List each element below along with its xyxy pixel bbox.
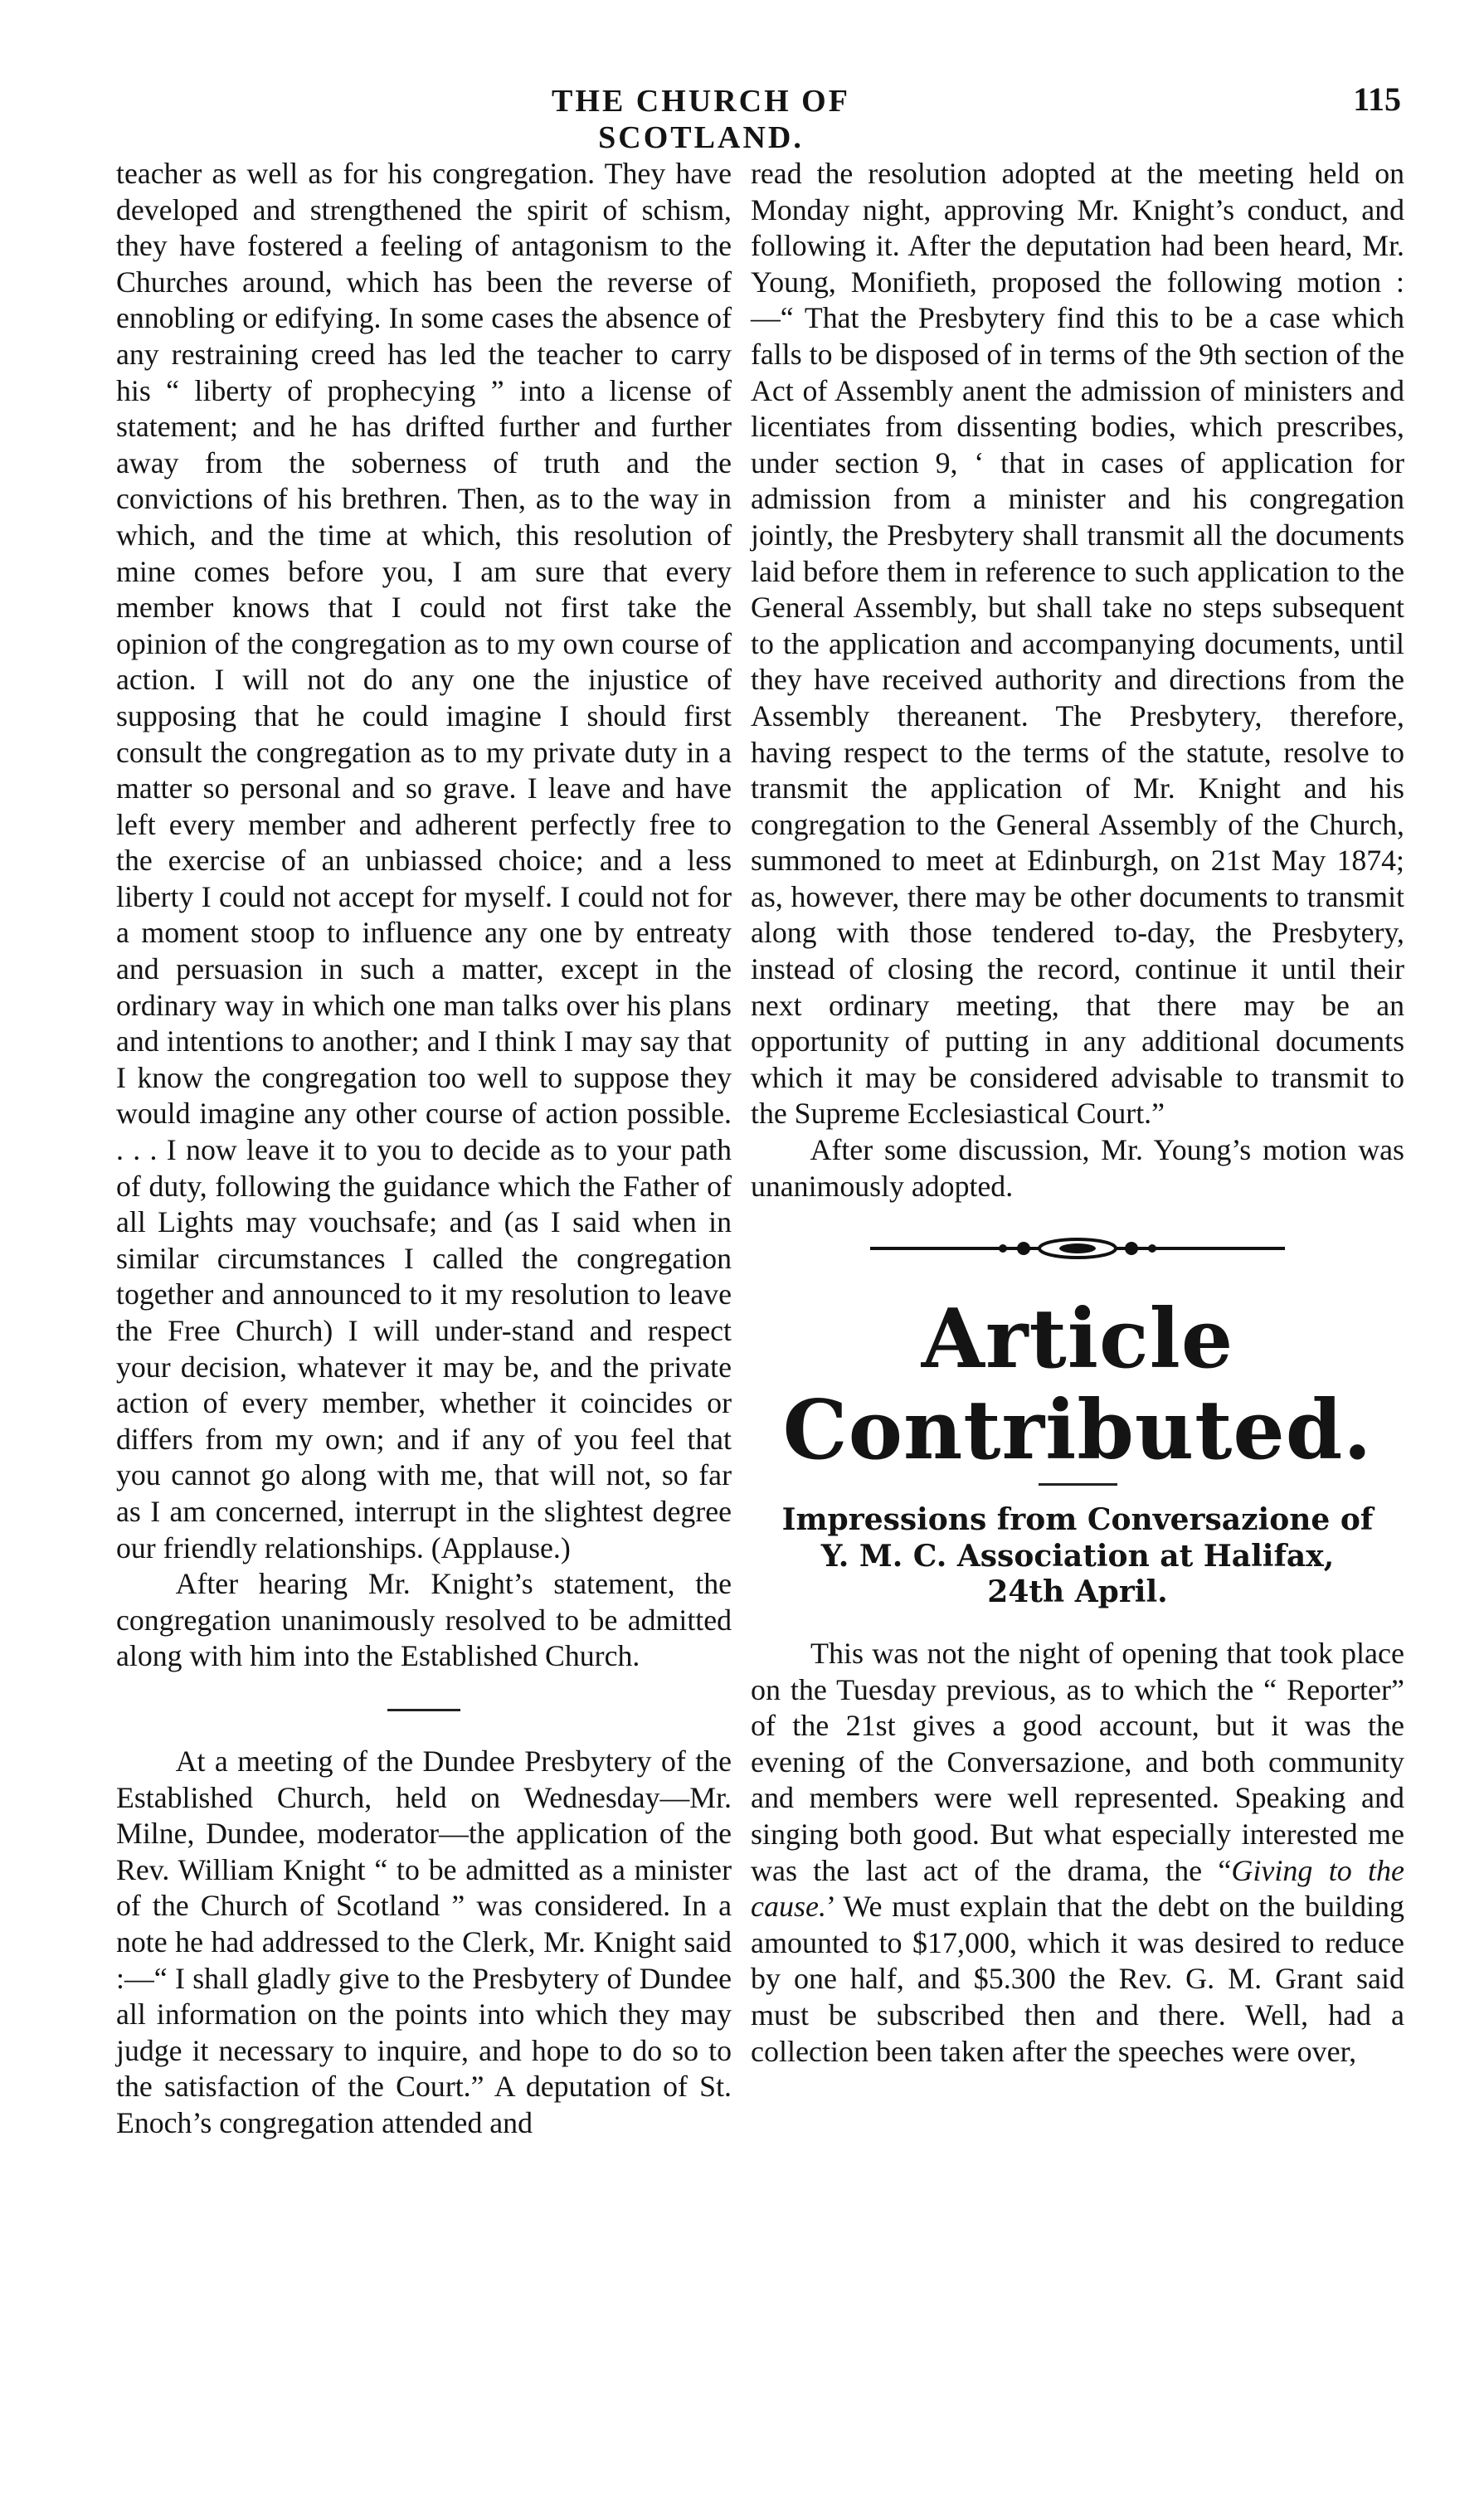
running-head: THE CHURCH OF SCOTLAND. <box>552 84 850 155</box>
left-column <box>116 156 732 2141</box>
body-paragraph: teacher as well as for his congregation. They have developed and strengthened the spirit of schism, they have fostered a feeling of antagonism to the Churches around, which has been the reverse of ennobling or edifying. In some cases the absence of any restraining creed has led the teacher to carry his “ liberty of prophecying ” into a license of statement; and he has drifted further and further away from the soberness of truth and the convictions of his brethren. Then, as to the way in which, and the time at which, this resolution of mine comes before you, I am sure that every member knows that I could not first take the opinion of the congregation as to my own course of action. I will not do any one the injustice of supposing that he could imagine I should first consult the congregation as to my private duty in a matter so personal and so grave. I leave and have left every member and adherent perfectly free to the exercise of an unbiassed choice; and a less liberty I could not accept for myself. I could not for a moment stoop to influence any one by entreaty and persuasion in such a matter, except in the ordinary way in which one man talks over his plans and intentions to another; and I think I may say that I know the congregation too well to suppose they would imagine any other course of action possible. . . . I now leave it to you to decide as to your path of duty, following the guidance which the Father of all Lights may vouchsafe; and (as I said when in similar circumstances I called the congregation together and announced to it my resolution to leave the Free Church) I will under-stand and respect your decision, whatever it may be, and the private action of every member, whether it coincides or differs from my own; and if any of you feel that you cannot go along with me, that will not, so far as I am concerned, interrupt in the slightest degree our friendly relationships. (Applause.) <box>116 157 732 1564</box>
article-heading: Article Contributed. <box>782 1292 1373 1479</box>
article-text: This was not the night of opening that took place on the Tuesday previous, as to which the “ Reporter” of the 21st gives a good account, but it was the evening of the Conversazione, and both community and members were well represented. Speaking and singing both good. But what especially interested me was the last act of the drama, the “ <box>751 1637 1404 1887</box>
right-column <box>751 156 1404 2070</box>
article-title-line: Y. M. C. Association at Halifax, <box>820 1538 1335 1574</box>
section-divider <box>387 1709 460 1711</box>
article-title <box>751 1502 1404 1611</box>
body-paragraph: At a meeting of the Dundee Presbytery of the Established Church, held on Wednesday—Mr. Milne, Dundee, moderator—the application of the Rev. William Knight “ to be admitted as a minister of the Church of Scotland ” was considered. In a note he had addressed to the Clerk, Mr. Knight said :—“ I shall gladly give to the Presbytery of Dundee all information on the points into which they may judge it necessary to inquire, and hope to do so to the satisfaction of the Court.” A deputation of St. Enoch’s congregation attended and <box>116 1744 732 2139</box>
body-paragraph: After some discussion, Mr. Young’s motion was unanimously adopted. <box>751 1133 1404 1203</box>
body-paragraph: read the resolution adopted at the meeting held on Monday night, approving Mr. Knight’s conduct, and following it. After the deputation had been heard, Mr. Young, Monifieth, proposed the following motion : —“ That the Presbytery find this to be a case which falls to be disposed of in terms of the 9th section of the Act of Assembly anent the admission of ministers and licentiates from dissenting bodies, which prescribes, under section 9, ‘ that in cases of application for admission from a minister and his congregation jointly, the Presbytery shall transmit all the documents laid before them in reference to such application to the General Assembly, but shall take no steps subsequent to the application and accompanying documents, until they have received authority and directions from the Assembly thereanent. The Presbytery, therefore, having respect to the terms of the statute, resolve to transmit the application of Mr. Knight and his congregation to the General Assembly of the Church, summoned to meet at Edinburgh, on 21st May 1874; as, however, there may be other documents to transmit along with those tendered to-day, the Presbytery, instead of closing the record, continue it until their next ordinary meeting, that there may be an opportunity of putting in any additional documents which it may be considered advisable to transmit to the Supreme Ecclesiastical Court.” <box>751 157 1404 1131</box>
article-text: ’ We must explain that the debt on the building amounted to $17,000, which it was desired to reduce by one half, and $5.300 the Rev. G. M. Grant said must be subscribed then and there. Well, had a collection been taken after the speeches were over, <box>751 1890 1404 2068</box>
article-title-line: Impressions from Conversazione of <box>781 1502 1374 1538</box>
article-paragraph <box>751 1636 1404 2070</box>
heading-rule <box>1039 1483 1117 1486</box>
page-number: 115 <box>1353 80 1401 118</box>
ornamental-divider <box>854 1235 1302 1262</box>
article-title-line: 24th April. <box>987 1574 1168 1610</box>
article-italic-text: Giving to the cause. <box>751 1853 1405 1924</box>
body-paragraph: After hearing Mr. Knight’s statement, the congregation unanimously resolved to be admitted along with him into the Established Church. <box>116 1567 732 1673</box>
